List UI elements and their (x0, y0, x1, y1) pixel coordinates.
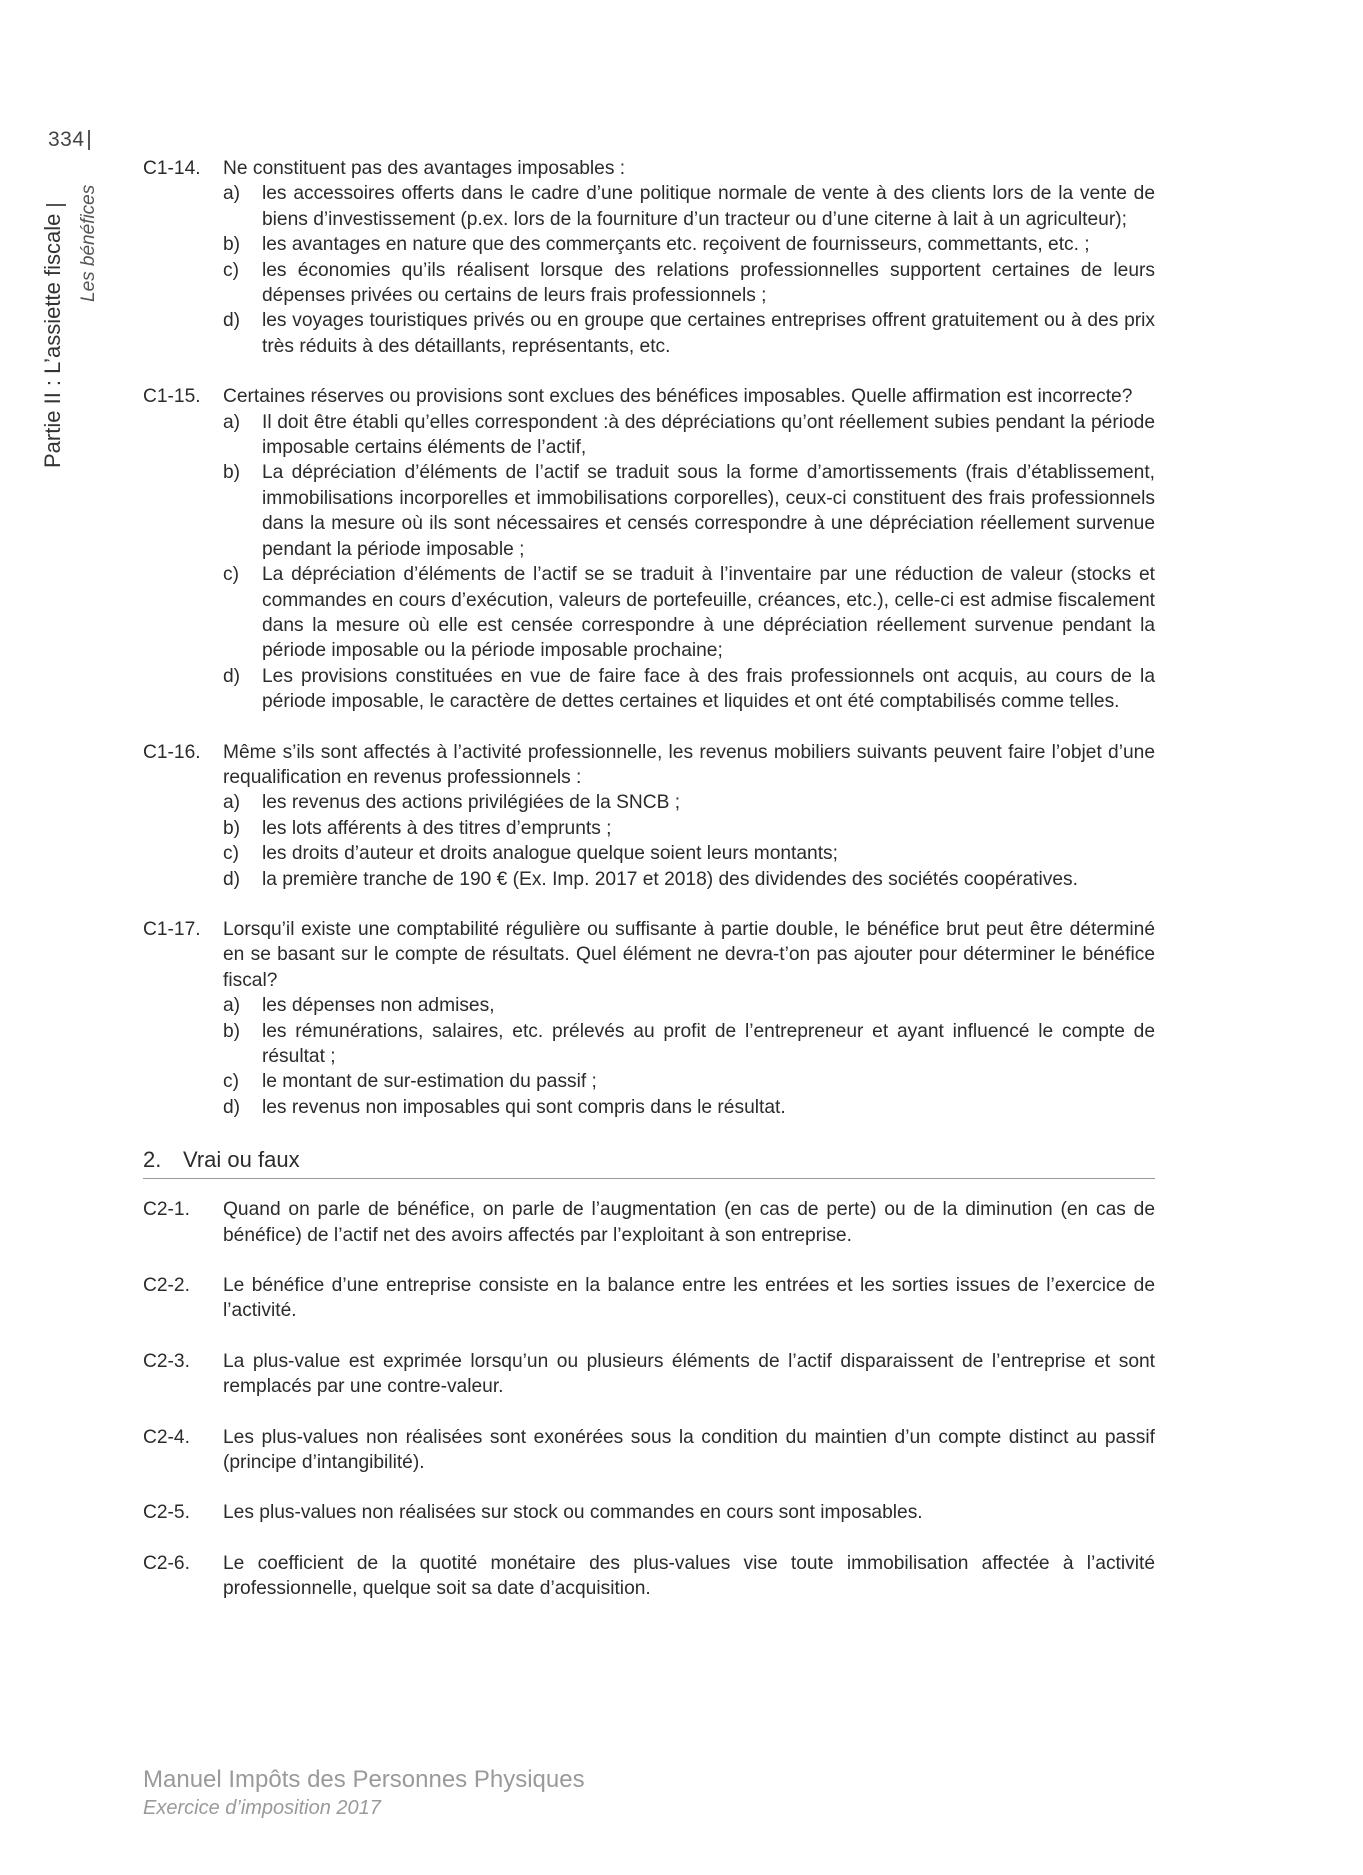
options (223, 790, 1155, 892)
options (223, 993, 1155, 1120)
option (223, 232, 1155, 257)
question-text: Le coefficient de la quotité monétaire des plus-values vise toute immobilisation affectée à l’activité professionnelle, quelque soit sa date d’acquisition. (223, 1552, 1155, 1600)
part-title: Partie II : L’assiette fiscale (40, 213, 65, 468)
side-title (40, 204, 66, 468)
question-body (223, 917, 1155, 1120)
question-number: C1-16. (143, 741, 201, 763)
option-label: b) (223, 462, 241, 484)
question (143, 384, 1155, 714)
option-label: a) (223, 411, 241, 433)
question-number: C1-17. (143, 918, 201, 940)
true-false-item (143, 1425, 1155, 1476)
option (223, 816, 1155, 841)
question-number: C1-14. (143, 158, 201, 179)
side-subtitle: Les bénéfices (78, 184, 99, 302)
section-heading (143, 1145, 1155, 1179)
option-label: c) (223, 1071, 239, 1093)
question-text: La plus-value est exprimée lorsqu’un ou plusieurs éléments de l’actif disparaissent de l’entreprise et sont remplacés par une contre-valeur. (223, 1350, 1155, 1398)
option (223, 1069, 1155, 1094)
option (223, 790, 1155, 815)
question-number: C1-15. (143, 386, 201, 408)
option-text: les revenus non imposables qui sont compris dans le résultat. (262, 1096, 786, 1118)
option-text: les économies qu’ils réalisent lorsque des relations professionnelles supportent certaines de leurs dépenses privées ou certains de leurs frais professionnels ; (262, 259, 1155, 307)
option-text: Les provisions constituées en vue de faire face à des frais professionnels ont acquis, au cours de la période imposable, le caractère de dettes certaines et liquides et ont été comptabilisés comme telles. (262, 665, 1155, 713)
page-number-rule (88, 130, 90, 150)
question-text: Même s’ils sont affectés à l’activité professionnelle, les revenus mobiliers suivants peuvent faire l’objet d’une requalification en revenus professionnels : (223, 741, 1155, 788)
true-false-item (143, 1349, 1155, 1400)
question-text: Lorsqu’il existe une comptabilité régulière ou suffisante à partie double, le bénéfice brut peut être déterminé en se basant sur le compte de résultats. Quel élément ne devra-t’on pas ajouter pour déterminer le bénéfice fiscal? (223, 918, 1155, 991)
true-false-item (143, 1500, 1155, 1525)
options (223, 181, 1155, 359)
option-text: le montant de sur-estimation du passif ; (262, 1071, 597, 1093)
section-title: Vrai ou faux (183, 1147, 300, 1173)
option (223, 410, 1155, 461)
option-text: La dépréciation d’éléments de l’actif se se traduit à l’inventaire par une réduction de valeur (stocks et commandes en cours d’exécution, valeurs de portefeuille, créances, etc.), celle-ci est admise fiscalement dans la mesure où elle est censée correspondre à une dépréciation réellement survenue pendant la période imposable ou la période imposable prochaine; (262, 564, 1155, 662)
true-false-item (143, 1197, 1155, 1248)
question-body (223, 740, 1155, 892)
question (143, 156, 1155, 359)
option-text: les droits d’auteur et droits analogue quelque soient leurs montants; (262, 843, 838, 865)
page-number: 334 (48, 128, 85, 151)
option-label: c) (223, 564, 239, 586)
question-number: C2-6. (143, 1552, 190, 1574)
option-label: b) (223, 817, 241, 839)
option-label: a) (223, 183, 241, 205)
option-text: les voyages touristiques privés ou en groupe que certaines entreprises offrent gratuitement ou à des prix très réduits à des détaillants, représentants, etc. (262, 310, 1155, 357)
question-text: Les plus-values non réalisées sur stock ou commandes en cours sont imposables. (223, 1502, 923, 1524)
option-label: b) (223, 1020, 241, 1042)
option-label: a) (223, 995, 241, 1017)
option-text: les dépenses non admises, (262, 995, 495, 1017)
question-number: C2-4. (143, 1426, 190, 1448)
option-label: a) (223, 792, 241, 814)
option-label: d) (223, 1096, 241, 1118)
option-text: les revenus des actions privilégiées de la SNCB ; (262, 792, 681, 814)
question-number: C2-5. (143, 1502, 190, 1524)
true-false-item (143, 1551, 1155, 1602)
main-content (143, 156, 1155, 1627)
true-false-item (143, 1273, 1155, 1324)
option (223, 460, 1155, 562)
options (223, 410, 1155, 715)
question-text: Certaines réserves ou provisions sont exclues des bénéfices imposables. Quelle affirmation est incorrecte? (223, 386, 1133, 408)
option-text: les rémunérations, salaires, etc. prélevés au profit de l’entrepreneur et ayant influencé le compte de résultat ; (262, 1020, 1155, 1067)
title-separator (46, 204, 66, 206)
question-text: Ne constituent pas des avantages imposables : (223, 158, 626, 179)
question-text: Les plus-values non réalisées sont exonérées sous la condition du maintien d’un compte distinct au passif (principe d’intangibilité). (223, 1426, 1155, 1474)
option-text: Il doit être établi qu’elles correspondent :à des dépréciations qu’ont réellement subies pendant la période imposable certains éléments de l’actif, (262, 411, 1155, 459)
option-label: d) (223, 310, 241, 332)
section-number: 2. (143, 1147, 162, 1173)
option-text: les accessoires offerts dans le cadre d’une politique normale de vente à des clients lors de la vente de biens d’investissement (p.ex. lors de la fourniture d’un tracteur ou d’une citerne à lait à un agriculteur); (262, 183, 1155, 230)
option (223, 258, 1155, 309)
footer (143, 1765, 585, 1821)
option-text: les avantages en nature que des commerçants etc. reçoivent de fournisseurs, commettants, etc. ; (262, 234, 1090, 256)
option (223, 664, 1155, 715)
question (143, 917, 1155, 1120)
option (223, 1019, 1155, 1070)
question-number: C2-2. (143, 1275, 190, 1297)
option-text: La dépréciation d’éléments de l’actif se traduit sous la forme d’amortissements (frais d’établissement, immobilisations incorporelles et immobilisations corporelles), ceux-ci constituent des frais professionnels dans la mesure où ils sont nécessaires et censés correspondre à une dépréciation réellement survenue pendant la période imposable ; (262, 462, 1155, 560)
question (143, 740, 1155, 892)
question-number: C2-1. (143, 1199, 190, 1221)
footer-subtitle: Exercice d’imposition 2017 (143, 1797, 381, 1819)
option (223, 1095, 1155, 1120)
option-label: b) (223, 234, 241, 256)
option (223, 181, 1155, 232)
option-label: c) (223, 843, 239, 865)
option-label: d) (223, 665, 241, 687)
question-body (223, 156, 1155, 359)
option-label: d) (223, 868, 241, 890)
option-text: les lots afférents à des titres d’emprunts ; (262, 817, 612, 839)
question-body (223, 384, 1155, 714)
option (223, 867, 1155, 892)
option (223, 308, 1155, 359)
option (223, 562, 1155, 664)
question-text: Le bénéfice d’une entreprise consiste en la balance entre les entrées et les sorties issues de l’exercice de l’activité. (223, 1275, 1155, 1322)
option (223, 993, 1155, 1018)
question-text: Quand on parle de bénéfice, on parle de l’augmentation (en cas de perte) ou de la diminution (en cas de bénéfice) de l’actif net des avoirs affectés par l’exploitant à son entreprise. (223, 1199, 1155, 1246)
question-number: C2-3. (143, 1350, 190, 1372)
footer-title: Manuel Impôts des Personnes Physiques (143, 1766, 585, 1793)
option (223, 841, 1155, 866)
option-text: la première tranche de 190 € (Ex. Imp. 2017 et 2018) des dividendes des sociétés coopératives. (262, 868, 1078, 890)
option-label: c) (223, 259, 239, 281)
